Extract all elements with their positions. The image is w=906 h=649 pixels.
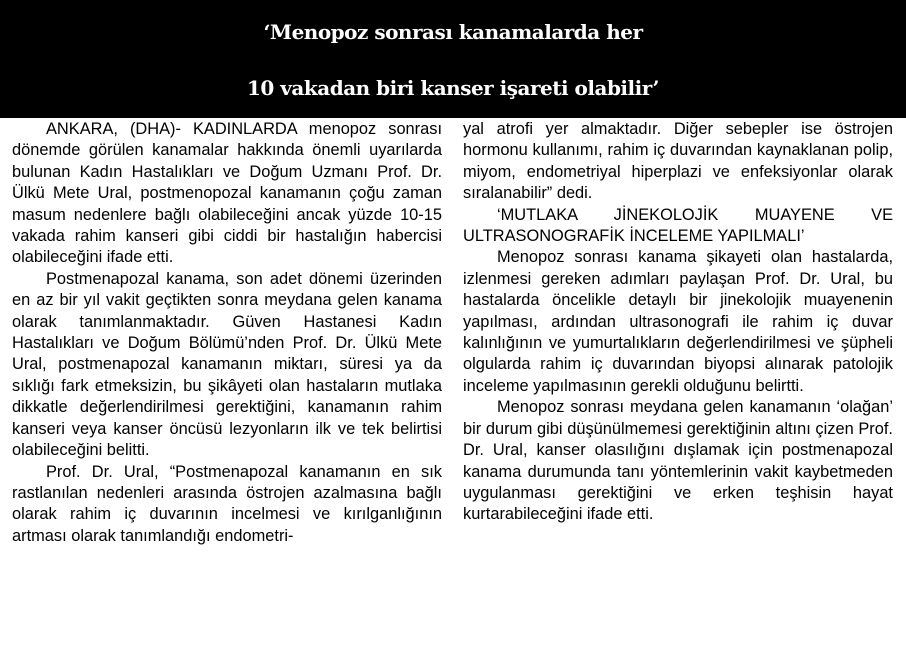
headline-banner <box>0 0 906 118</box>
paragraph: ANKARA, (DHA)- KADINLARDA menopoz sonrası dönemde görülen kanamalar hakkında önemli uyarılarda bulunan Kadın Hastalıkları ve Doğum Uzmanı Prof. Dr. Ülkü Mete Ural, postmenopozal kanamanın çoğu zaman masum nedenlere bağlı olabileceğini ancak yüzde 10-15 vakada rahim kanseri gibi ciddi bir hastalığın habercisi olabileceğini ifade etti. <box>12 120 442 267</box>
paragraph: Menopoz sonrası kanama şikayeti olan hastalarda, izlenmesi gereken adımları paylaşan Prof. Dr. Ural, bu hastalarda öncelikle detaylı bir jinekolojik muayenenin yapılması, ardından ultrasonografi ile rahim iç duvar kalınlığının ve yumurtalıkların değerlendirilmesi ve şüpheli olgularda rahim iç duvarından biyopsi alınarak patolojik inceleme yapılmasının gerekli olduğunu belirtti. <box>463 248 893 395</box>
column-gutter <box>451 122 452 642</box>
paragraph: Postmenapozal kanama, son adet dönemi üzerinden en az bir yıl vakit geçtikten sonra meydana gelen kanama olarak tanımlanmaktadır. Güven Hastanesi Kadın Hastalıkları ve Doğum Bölümü’nden Prof. Dr. Ülkü Mete Ural, postmenapozal kanamanın miktarı, süresi ya da sıklığı fark etmeksizin, bu şikâyeti olan hastaların mutlaka dikkatle değerlendirilmesi gerektiğini, kanamanın rahim kanseri veya kanser öncüsü lezyonların ilk ve tek belirtisi olabileceğini belitti. <box>12 269 442 460</box>
subheading: ‘MUTLAKA JİNEKOLOJİK MUAYENE VE ULTRASONOGRAFİK İNCELEME YAPILMALI’ <box>463 205 893 246</box>
article-column-left <box>12 119 442 547</box>
paragraph: Menopoz sonrası meydana gelen kanamanın ‘olağan’ bir durum gibi düşünülmemesi gerektiğinin altını çizen Prof. Dr. Ural, kanser olasılığını dışlamak için postmenapozal kanama durumunda tanı yöntemlerinin vakit kaybetmeden uygulanması gerektiğini ve erken teşhisin hayat kurtarabileceğini ifade etti. <box>463 398 893 524</box>
headline-line-1: ‘Menopoz sonrası kanamalarda her <box>263 20 643 44</box>
headline-line-2: 10 vakadan biri kanser işareti olabilir’ <box>247 76 659 100</box>
paragraph-continued: yal atrofi yer almaktadır. Diğer sebepler ise östrojen hormonu kullanımı, rahim iç duvarından kaynaklanan polip, miyom, endometriyal hiperplazi ve enfeksiyonlar olarak sıralanabilir” dedi. <box>463 120 893 203</box>
article-column-right <box>463 119 893 526</box>
paragraph: Prof. Dr. Ural, “Postmenapozal kanamanın en sık rastlanılan nedenleri arasında östrojen azalmasına bağlı olarak rahim iç duvarının incelmesi ve kırılganlığının artması olarak tanımlandığı endometri- <box>12 462 442 545</box>
